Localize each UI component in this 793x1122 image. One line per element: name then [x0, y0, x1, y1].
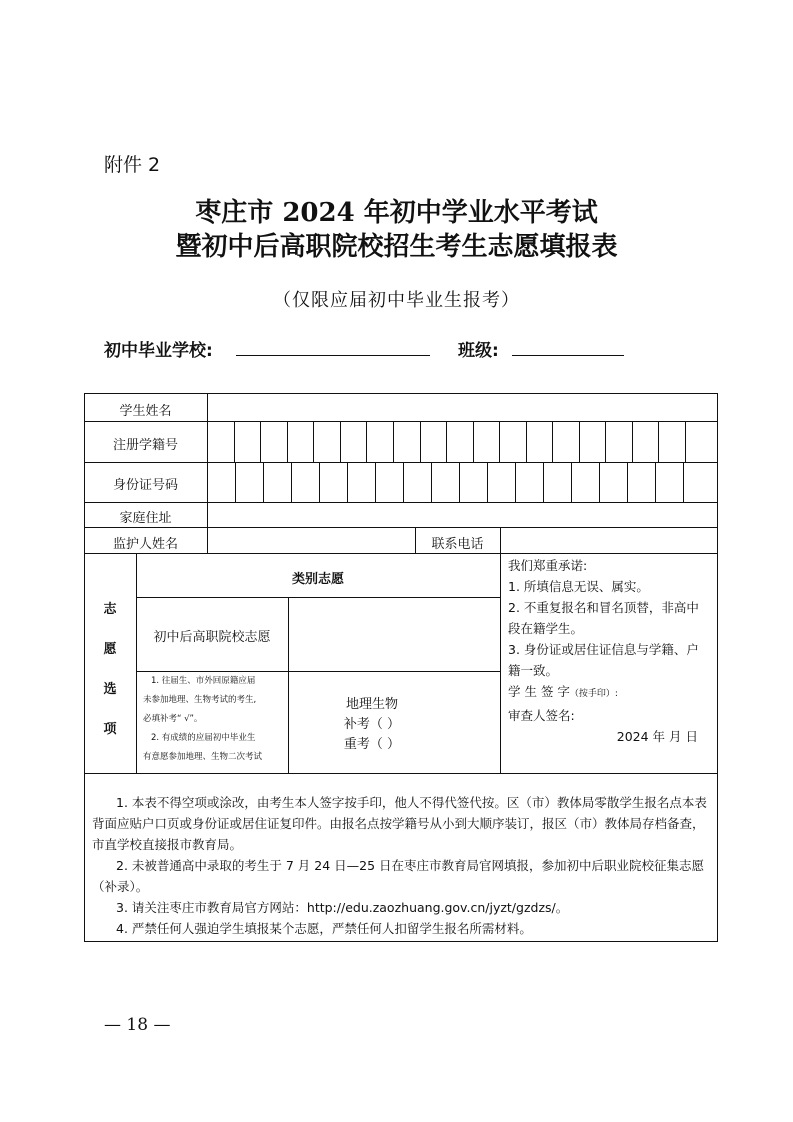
- choice-char: 愿: [103, 642, 117, 657]
- reg-digit-box[interactable]: [658, 421, 659, 462]
- choice-char: 志: [103, 602, 117, 617]
- reg-digit-box[interactable]: [340, 421, 341, 462]
- id-digit-box[interactable]: [683, 462, 684, 502]
- row-divider: [84, 421, 718, 422]
- reg-digit-box[interactable]: [632, 421, 633, 462]
- reg-digit-box[interactable]: [420, 421, 421, 462]
- row-divider: [136, 597, 500, 598]
- reg-digit-box[interactable]: [366, 421, 367, 462]
- remark-text: 1. 往届生、市外回原籍应届 未参加地理、生物考试的考生, 必填补考“ √”。 2. 有成绩的应届初中毕业生 有意愿参加地理、生物二次考试: [143, 676, 263, 762]
- row-divider: [84, 462, 718, 463]
- id-no-label: 身份证号码: [112, 478, 178, 493]
- vocational-choice-label: 初中后高职院校志愿: [153, 630, 271, 645]
- note-item: 1. 本表不得空项或涂改，由考生本人签字按手印，他人不得代签代按。区（市）教体局零散学生报名点本表背面应贴户口页或身份证或居住证复印件。由报名点按学籍号从小到大顺序装订，报区（市）教体局存档备查，市直学校直接报市教育局。: [92, 795, 707, 852]
- id-digit-box[interactable]: [347, 462, 348, 502]
- phone-label: 联系电话: [431, 537, 484, 552]
- promise-block: 我们郑重承诺: 1. 所填信息无误、属实。 2. 不重复报名和冒名顶替，非高中 段在籍学生。 3. 身份证或居住证信息与学籍、户 籍一致。 学 生 签 字（按手印）: 审查人签名: 2024 年 月 日: [508, 555, 714, 747]
- reg-digit-box[interactable]: [260, 421, 261, 462]
- class-label: 班级:: [458, 341, 499, 361]
- reg-digit-box[interactable]: [446, 421, 447, 462]
- id-digit-box[interactable]: [571, 462, 572, 502]
- fingerprint-label: （按手印）:: [569, 689, 618, 699]
- reg-digit-box[interactable]: [685, 421, 686, 462]
- student-sign-label: 学 生 签 字: [508, 684, 570, 699]
- date-label: 2024 年 月 日: [616, 729, 698, 744]
- id-digit-box[interactable]: [291, 462, 292, 502]
- id-digit-box[interactable]: [431, 462, 432, 502]
- home-address-label: 家庭住址: [119, 511, 172, 526]
- id-digit-box[interactable]: [655, 462, 656, 502]
- guardian-name-label: 监护人姓名: [112, 537, 178, 552]
- school-label: 初中毕业学校:: [104, 341, 213, 361]
- reg-digit-box[interactable]: [605, 421, 606, 462]
- row-divider: [84, 502, 718, 503]
- notes-block: [92, 792, 710, 939]
- attachment-label: 附件 2: [104, 154, 161, 176]
- id-digit-box[interactable]: [487, 462, 488, 502]
- reviewer-sign-label: 审查人签名:: [508, 708, 575, 723]
- title-line-2: 暨初中后高职院校招生考生志愿填报表: [175, 232, 618, 262]
- student-name-label: 学生姓名: [119, 404, 172, 419]
- reg-digit-box[interactable]: [393, 421, 394, 462]
- row-divider: [84, 773, 718, 774]
- id-digit-box[interactable]: [235, 462, 236, 502]
- id-digit-box[interactable]: [627, 462, 628, 502]
- reg-digit-box[interactable]: [287, 421, 288, 462]
- row-divider: [84, 527, 718, 528]
- row-divider: [84, 553, 718, 554]
- geo-bio-label: 地理生物: [345, 697, 398, 712]
- reg-digit-box[interactable]: [234, 421, 235, 462]
- reg-digit-box[interactable]: [499, 421, 500, 462]
- id-digit-box[interactable]: [543, 462, 544, 502]
- note-item: 3. 请关注枣庄市教育局官方网站：http://edu.zaozhuang.gov.cn/jyzt/gzdzs/。: [116, 900, 569, 915]
- title-line-1: 枣庄市 2024 年初中学业水平考试: [195, 198, 598, 228]
- category-header: 类别志愿: [291, 572, 344, 587]
- id-digit-box[interactable]: [319, 462, 320, 502]
- reg-digit-box[interactable]: [579, 421, 580, 462]
- id-digit-box[interactable]: [375, 462, 376, 502]
- id-digit-box[interactable]: [459, 462, 460, 502]
- note-item: 2. 未被普通高中录取的考生于 7 月 24 日—25 日在枣庄市教育局官网填报，参加初中后职业院校征集志愿（补录）。: [92, 858, 705, 894]
- choice-char: 选: [103, 682, 117, 697]
- reg-digit-box[interactable]: [526, 421, 527, 462]
- class-input-line[interactable]: [512, 355, 624, 356]
- id-digit-box[interactable]: [599, 462, 600, 502]
- makeup-exam-field[interactable]: 补考（ ）: [343, 717, 401, 732]
- note-item: 4. 严禁任何人强迫学生填报某个志愿，严禁任何人扣留学生报名所需材料。: [116, 921, 532, 936]
- id-digit-box[interactable]: [515, 462, 516, 502]
- school-input-line[interactable]: [236, 355, 430, 356]
- reg-digit-box[interactable]: [552, 421, 553, 462]
- registration-no-label: 注册学籍号: [112, 438, 178, 453]
- id-digit-box[interactable]: [403, 462, 404, 502]
- reg-digit-box[interactable]: [473, 421, 474, 462]
- choice-char: 项: [103, 722, 117, 737]
- reg-digit-box[interactable]: [313, 421, 314, 462]
- column-divider: [500, 527, 501, 773]
- page-number: — 18 —: [104, 1015, 171, 1035]
- id-digit-box[interactable]: [263, 462, 264, 502]
- retake-exam-field[interactable]: 重考（ ）: [343, 737, 401, 752]
- column-divider: [207, 393, 208, 553]
- subtitle: （仅限应届初中毕业生报考）: [273, 290, 520, 311]
